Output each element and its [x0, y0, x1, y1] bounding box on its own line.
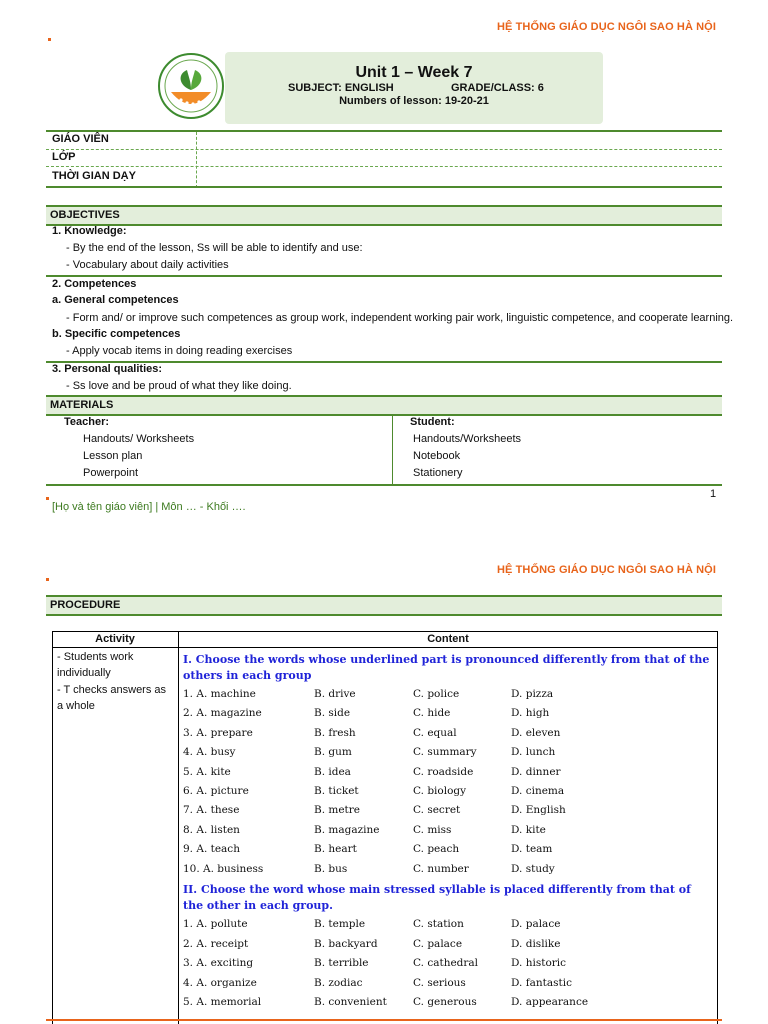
answer-option: C. serious: [413, 976, 466, 989]
answer-option: 5. A. kite: [183, 765, 231, 778]
table-column-divider: [178, 631, 179, 1024]
answer-option: 1. A. pollute: [183, 918, 248, 930]
competences-title: 2. Competences: [52, 278, 137, 290]
knowledge-text: - By the end of the lesson, Ss will be able to identify and use:: [66, 242, 363, 254]
answer-option: D. lunch: [511, 746, 556, 759]
answer-option: C. miss: [413, 823, 452, 836]
answer-option: 6. A. picture: [183, 785, 249, 797]
school-logo: [157, 52, 225, 120]
page-number: 1: [710, 488, 717, 500]
answer-option: B. side: [314, 707, 351, 720]
answer-option: B. heart: [314, 843, 357, 856]
activity-column-header: Activity: [95, 633, 135, 645]
footer-text: [Họ và tên giáo viên] | Môn … - Khối ….: [52, 501, 246, 513]
divider: [46, 186, 722, 188]
divider: [46, 275, 722, 277]
answer-option: 4. A. organize: [183, 976, 257, 989]
objectives-bar: [46, 205, 722, 226]
answer-option: D. appearance: [511, 996, 589, 1009]
teacher-material-item: Powerpoint: [83, 467, 139, 479]
general-competences-title: a. General competences: [52, 294, 179, 306]
answer-option: C. equal: [413, 726, 457, 739]
column-divider: [196, 132, 197, 188]
bottom-accent-line: [46, 1019, 722, 1021]
materials-bar: [46, 395, 722, 416]
answer-option: 4. A. busy: [183, 746, 236, 759]
answer-option: D. cinema: [511, 785, 565, 797]
answer-option: D. historic: [511, 957, 567, 970]
general-competences-text: - Form and/ or improve such competences as group work, independent working pair work, linguistic competence, and cooperate learning.: [66, 312, 734, 324]
lesson-numbers: Numbers of lesson: 19-20-21: [339, 95, 489, 107]
divider: [46, 166, 722, 167]
answer-option: D. study: [511, 862, 555, 875]
answer-option: D. team: [511, 843, 553, 856]
answer-option: B. convenient: [314, 996, 387, 1009]
answer-option: D. English: [511, 804, 566, 817]
answer-option: D. pizza: [511, 688, 554, 700]
answer-option: C. hide: [413, 707, 451, 720]
answer-option: D. dinner: [511, 765, 561, 778]
bullet-marker: [46, 578, 49, 581]
exercise-2-instruction: II. Choose the word whose main stressed syllable is placed differently from that of the other in each group.: [183, 883, 691, 912]
answer-option: 3. A. prepare: [183, 726, 253, 739]
specific-competences-title: b. Specific competences: [52, 328, 181, 340]
class-label: LỚP: [52, 151, 76, 163]
answer-option: D. high: [511, 707, 550, 720]
procedure-bar: [46, 595, 722, 616]
answer-option: C. generous: [413, 996, 477, 1009]
school-name: HỆ THỐNG GIÁO DỤC NGÔI SAO HÀ NỘI: [496, 21, 716, 33]
divider: [46, 130, 722, 132]
answer-option: B. ticket: [314, 785, 359, 797]
answer-option: C. summary: [413, 746, 477, 759]
divider: [46, 484, 722, 486]
specific-competences-text: - Apply vocab items in doing reading exercises: [66, 345, 293, 357]
answer-option: B. gum: [314, 746, 352, 759]
answer-option: C. number: [413, 862, 469, 875]
answer-option: D. palace: [511, 918, 561, 930]
answer-option: B. backyard: [314, 937, 378, 950]
answer-option: C. biology: [413, 785, 467, 797]
answer-option: 8. A. listen: [183, 823, 240, 836]
subject-line: [225, 82, 603, 95]
answer-option: C. police: [413, 688, 460, 700]
student-material-item: Stationery: [413, 467, 463, 479]
answer-option: 2. A. receipt: [183, 937, 249, 950]
column-divider: [392, 414, 393, 484]
answer-option: B. temple: [314, 918, 366, 930]
teacher-material-item: Handouts/ Worksheets: [83, 433, 195, 445]
lesson-title: Unit 1 – Week 7: [355, 64, 473, 81]
teacher-label: GIÁO VIÊN: [52, 133, 109, 145]
answer-option: 1. A. machine: [183, 688, 256, 700]
student-material-item: Notebook: [413, 450, 461, 462]
teacher-materials-label: Teacher:: [64, 416, 110, 428]
exercise-1-instruction: I. Choose the words whose underlined part is pronounced differently from that of the others in each group: [183, 653, 710, 682]
personal-qualities-text: - Ss love and be proud of what they like doing.: [66, 380, 292, 392]
student-materials-label: Student:: [410, 416, 455, 428]
answer-option: D. eleven: [511, 726, 561, 739]
answer-option: 10. A. business: [183, 862, 264, 875]
answer-option: B. drive: [314, 688, 356, 700]
teacher-material-item: Lesson plan: [83, 450, 143, 462]
bullet-marker: [48, 38, 51, 41]
answer-option: C. cathedral: [413, 957, 479, 970]
objectives-title: OBJECTIVES: [50, 209, 120, 221]
answer-option: D. dislike: [511, 937, 561, 950]
answer-option: C. palace: [413, 937, 463, 950]
answer-option: B. idea: [314, 765, 351, 778]
answer-option: C. peach: [413, 843, 460, 856]
table-header-divider: [52, 647, 718, 648]
personal-qualities-title: 3. Personal qualities:: [52, 363, 163, 375]
answer-option: 2. A. magazine: [183, 707, 262, 720]
answer-option: 5. A. memorial: [183, 996, 262, 1009]
knowledge-text: - Vocabulary about daily activities: [66, 259, 229, 271]
activity-note: - T checks answers as a whole: [57, 684, 167, 712]
divider: [46, 149, 722, 150]
knowledge-title: 1. Knowledge:: [52, 225, 127, 237]
procedure-title: PROCEDURE: [50, 599, 121, 611]
grade-label: GRADE/CLASS: 6: [451, 82, 544, 94]
answer-option: 7. A. these: [183, 804, 240, 817]
answer-option: B. bus: [314, 862, 348, 875]
answer-option: 9. A. teach: [183, 843, 240, 856]
school-name: HỆ THỐNG GIÁO DỤC NGÔI SAO HÀ NỘI: [496, 564, 716, 576]
answer-option: B. zodiac: [314, 976, 363, 989]
answer-option: B. metre: [314, 804, 361, 817]
subject-label: SUBJECT: ENGLISH: [288, 82, 394, 94]
answer-option: C. roadside: [413, 765, 474, 778]
answer-option: B. terrible: [314, 957, 369, 970]
answer-option: C. secret: [413, 804, 461, 817]
answer-option: B. fresh: [314, 726, 356, 739]
answer-option: B. magazine: [314, 823, 380, 836]
activity-note: - Students work individually: [57, 651, 134, 679]
answer-option: C. station: [413, 918, 464, 930]
student-material-item: Handouts/Worksheets: [413, 433, 522, 445]
bullet-marker: [46, 497, 49, 500]
answer-option: 3. A. exciting: [183, 957, 254, 970]
answer-option: D. kite: [511, 823, 546, 836]
answer-option: D. fantastic: [511, 976, 572, 989]
content-column-header: Content: [427, 633, 469, 645]
materials-title: MATERIALS: [50, 399, 114, 411]
teaching-time-label: THỜI GIAN DẠY: [52, 170, 136, 182]
lesson-header: [225, 52, 603, 124]
